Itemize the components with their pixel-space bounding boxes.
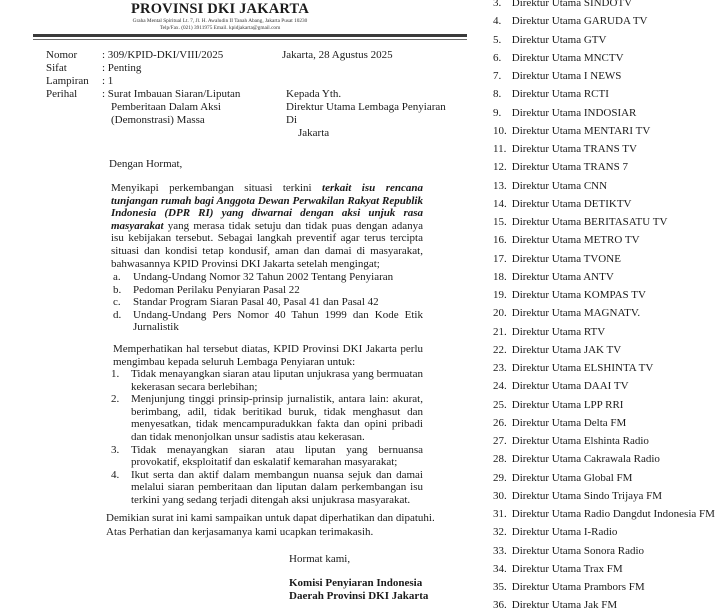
recipient-item bbox=[493, 158, 715, 176]
recipient-number: 24. bbox=[493, 380, 507, 393]
opening-rest: yang merasa tidak setuju dan tidak puas dengan adanya isu kebijakan tersebut. Sebagai langkah preventif agar terus tercipta situasi dan kondisi tetap kondusif, aman dan damai di masyarakat, bahwasannya KPID Provinsi DKI Jakarta setelah mengingat; bbox=[111, 219, 423, 270]
recipient-item bbox=[493, 67, 715, 85]
list-text: Pedoman Perilaku Penyiaran Pasal 22 bbox=[133, 283, 300, 296]
appeals-list bbox=[111, 368, 423, 507]
recipient-name: Direktur Utama Radio Dangdut Indonesia FM bbox=[511, 508, 715, 520]
recipient-name: Direktur Utama Global FM bbox=[511, 471, 633, 484]
addressee-line3: Di bbox=[286, 114, 297, 126]
appeal-intro-paragraph: Memperhatikan hal tersebut diatas, KPID Provinsi DKI Jakarta perlu mengimbau kepada seluruh Lembaga Penyiaran untuk: bbox=[113, 343, 423, 368]
recipient-number: 5. bbox=[493, 33, 502, 46]
recipient-name: Direktur Utama I-Radio bbox=[511, 526, 618, 539]
perihal-value-line3: (Demonstrasi) Massa bbox=[111, 114, 205, 126]
recipient-number: 28. bbox=[493, 453, 507, 466]
recipient-number: 14. bbox=[493, 197, 507, 210]
recipient-item bbox=[493, 0, 715, 12]
letterhead-address: Graha Mental Spiritual Lt. 7, Jl. H. Awaludin II Tanah Abang, Jakarta Pusat 10230 bbox=[132, 18, 308, 24]
opening-intro: Menyikapi perkembangan situasi terkini bbox=[111, 182, 323, 194]
opening-paragraph bbox=[111, 182, 423, 270]
recipient-item bbox=[493, 596, 715, 614]
list-marker: 3. bbox=[111, 443, 120, 456]
recipient-item bbox=[493, 12, 715, 30]
sifat-value: : Penting bbox=[102, 62, 142, 74]
list-text: Ikut serta dan aktif dalam membangun nuansa sejuk dan damai melalui siaran pemberitaan dan liputan dalam perkembangan isu terkini yang sedang terjadi ditengah aksi unjukrasa masyarakat. bbox=[131, 468, 423, 506]
perihal-value-line1: : Surat Imbauan Siaran/Liputan bbox=[102, 88, 241, 100]
perihal-value-line2: Pemberitaan Dalam Aksi bbox=[111, 101, 221, 113]
list-text: Tidak menayangkan siaran atau liputan unjukrasa yang bermuatan kekerasan secara berlebihan; bbox=[131, 368, 423, 393]
recipient-item bbox=[493, 140, 715, 158]
recipient-item bbox=[493, 505, 715, 523]
recipient-item bbox=[493, 85, 715, 103]
recipient-item bbox=[493, 578, 715, 596]
recipient-name: Direktur Utama RTV bbox=[511, 325, 606, 338]
appeal-item bbox=[111, 444, 423, 469]
recipient-number: 20. bbox=[493, 307, 507, 320]
nomor-label: Nomor bbox=[46, 49, 78, 61]
recipient-name: Direktur Utama ANTV bbox=[511, 270, 614, 283]
recipient-item bbox=[493, 542, 715, 560]
list-marker: a. bbox=[113, 271, 121, 283]
recipient-number: 27. bbox=[493, 435, 507, 447]
signature-greeting: Hormat kami, bbox=[289, 553, 351, 565]
list-marker: c. bbox=[113, 296, 121, 309]
recipient-item bbox=[493, 250, 715, 268]
recipient-name: Direktur Utama CNN bbox=[511, 179, 608, 192]
recipient-number: 10. bbox=[493, 124, 507, 137]
recipient-name: Direktur Utama GARUDA TV bbox=[511, 15, 648, 28]
recipient-number: 33. bbox=[493, 544, 507, 557]
recipient-number: 11. bbox=[493, 143, 507, 155]
appeal-item bbox=[111, 393, 423, 443]
list-text: Undang-Undang Nomor 32 Tahun 2002 Tentang Penyiaran bbox=[133, 271, 394, 283]
recipient-number: 13. bbox=[493, 179, 507, 192]
opening-emphasis: terkait isu rencana tunjangan rumah bagi Anggota Dewan Perwakilan Rakyat Republik Indonesia (DPR RI) yang diwarnai dengan aksi unjuk rasa masyarakat bbox=[111, 182, 423, 232]
addressee-line4: Jakarta bbox=[298, 127, 330, 139]
recipient-name: Direktur Utama JAK TV bbox=[511, 343, 622, 356]
recipient-item bbox=[493, 359, 715, 377]
lampiran-value: : 1 bbox=[102, 75, 114, 87]
addressee-line2: Direktur Utama Lembaga Penyiaran bbox=[286, 101, 446, 113]
appeal-item bbox=[111, 368, 423, 393]
letterhead-divider-thin bbox=[33, 39, 440, 40]
recipient-number: 3. bbox=[493, 0, 502, 9]
recipient-number: 16. bbox=[493, 234, 507, 247]
signature-org-line1 bbox=[289, 577, 422, 590]
recipient-number: 12. bbox=[493, 161, 507, 174]
recipient-item bbox=[493, 213, 715, 231]
recipient-number: 36. bbox=[493, 599, 507, 612]
recipient-number: 21. bbox=[493, 325, 507, 338]
recipient-item bbox=[493, 231, 715, 249]
recipient-name: Direktur Utama DAAI TV bbox=[511, 380, 629, 393]
recipient-name: Direktur Utama METRO TV bbox=[511, 234, 640, 247]
lampiran-label: Lampiran bbox=[46, 75, 89, 87]
recipient-item bbox=[493, 268, 715, 286]
recipient-name: Direktur Utama DETIKTV bbox=[511, 197, 632, 210]
recipient-name: Direktur Utama Trax FM bbox=[511, 562, 623, 575]
letterhead-contact: Telp/Fax. (021) 3911975 Email. kpidjakarta@gmail.com bbox=[159, 25, 281, 31]
list-marker: 4. bbox=[111, 468, 120, 481]
recipient-item bbox=[493, 49, 715, 67]
recipient-name: Direktur Utama ELSHINTA TV bbox=[511, 362, 654, 374]
recipient-name: Direktur Utama Sindo Trijaya FM bbox=[511, 489, 663, 502]
recipient-name: Direktur Utama Sonora Radio bbox=[511, 544, 645, 557]
signature-org-region: Daerah Provinsi DKI Jakarta bbox=[289, 590, 429, 602]
recipient-number: 22. bbox=[493, 343, 507, 356]
recipient-item bbox=[493, 341, 715, 359]
recipient-name: Direktur Utama LPP RRI bbox=[511, 398, 624, 411]
letterhead-divider-continuation bbox=[440, 34, 467, 37]
recipient-name: Direktur Utama MNCTV bbox=[511, 51, 624, 64]
recipient-name: Direktur Utama KOMPAS TV bbox=[511, 289, 646, 301]
signature-org-line2 bbox=[289, 590, 428, 603]
recipient-name: Direktur Utama Jak FM bbox=[511, 599, 618, 612]
addressee-line1: Kepada Yth. bbox=[286, 88, 342, 100]
recipient-item bbox=[493, 432, 715, 450]
recipient-number: 4. bbox=[493, 15, 502, 28]
letterhead-divider-thick bbox=[33, 34, 440, 37]
list-marker: b. bbox=[113, 283, 122, 296]
recipient-number: 7. bbox=[493, 70, 502, 82]
recipient-number: 34. bbox=[493, 562, 507, 575]
recipient-name: Direktur Utama Cakrawala Radio bbox=[511, 453, 660, 466]
letterhead-divider-continuation-thin bbox=[440, 39, 467, 40]
recipient-number: 26. bbox=[493, 416, 507, 429]
recipient-name: Direktur Utama I NEWS bbox=[511, 70, 622, 82]
recipient-number: 30. bbox=[493, 489, 507, 502]
recipient-number: 18. bbox=[493, 270, 507, 283]
consideration-item bbox=[113, 296, 423, 309]
recipient-number: 17. bbox=[493, 252, 507, 265]
recipient-name: Direktur Utama RCTI bbox=[511, 88, 609, 101]
recipient-number: 15. bbox=[493, 216, 507, 228]
recipient-item bbox=[493, 450, 715, 468]
recipient-item bbox=[493, 195, 715, 213]
recipient-number: 29. bbox=[493, 471, 507, 484]
signature-org-name: Komisi Penyiaran Indonesia bbox=[289, 577, 423, 589]
recipient-number: 6. bbox=[493, 51, 502, 64]
nomor-value: : 309/KPID-DKI/VIII/2025 bbox=[102, 49, 224, 61]
consideration-item bbox=[113, 284, 423, 297]
consideration-item bbox=[113, 309, 423, 334]
recipient-name: Direktur Utama MENTARI TV bbox=[511, 124, 651, 137]
recipient-item bbox=[493, 414, 715, 432]
recipient-name: Direktur Utama TRANS TV bbox=[511, 143, 637, 155]
place-date: Jakarta, 28 Agustus 2025 bbox=[282, 49, 393, 61]
list-text: Undang-Undang Pers Nomor 40 Tahun 1999 dan Kode Etik Jurnalistik bbox=[133, 308, 423, 334]
list-text: Standar Program Siaran Pasal 40, Pasal 41 dan Pasal 42 bbox=[133, 296, 379, 309]
recipient-item bbox=[493, 104, 715, 122]
recipient-item bbox=[493, 31, 715, 49]
closing-line1: Demikian surat ini kami sampaikan untuk dapat diperhatikan dan dipatuhi. bbox=[106, 512, 435, 524]
recipient-name: Direktur Utama MAGNATV. bbox=[511, 307, 641, 320]
recipient-name: Direktur Utama TRANS 7 bbox=[511, 161, 628, 174]
recipient-number: 35. bbox=[493, 581, 507, 593]
list-marker: d. bbox=[113, 308, 122, 321]
salutation: Dengan Hormat, bbox=[109, 158, 183, 170]
recipient-number: 8. bbox=[493, 88, 502, 101]
recipient-number: 23. bbox=[493, 362, 507, 374]
recipient-number: 25. bbox=[493, 398, 507, 411]
recipient-number: 9. bbox=[493, 106, 502, 119]
recipient-item bbox=[493, 323, 715, 341]
recipient-number: 19. bbox=[493, 289, 507, 301]
considerations-list bbox=[113, 271, 423, 334]
letterhead-title: PROVINSI DKI JAKARTA bbox=[130, 1, 310, 17]
recipient-item bbox=[493, 523, 715, 541]
recipient-name: Direktur Utama INDOSIAR bbox=[511, 106, 637, 119]
appeal-item bbox=[111, 469, 423, 507]
recipient-item bbox=[493, 177, 715, 195]
recipient-name: Direktur Utama Prambors FM bbox=[511, 581, 645, 593]
recipient-item bbox=[493, 122, 715, 140]
recipient-item bbox=[493, 469, 715, 487]
list-marker: 2. bbox=[111, 393, 120, 406]
recipient-name: Direktur Utama TVONE bbox=[511, 252, 621, 265]
recipient-item bbox=[493, 560, 715, 578]
sifat-label: Sifat bbox=[46, 62, 67, 74]
recipient-item bbox=[493, 396, 715, 414]
recipient-name: Direktur Utama BERITASATU TV bbox=[511, 216, 668, 228]
recipient-name: Direktur Utama Elshinta Radio bbox=[511, 435, 649, 447]
recipient-name: Direktur Utama Delta FM bbox=[511, 416, 627, 429]
perihal-label: Perihal bbox=[46, 88, 78, 100]
recipient-number: 32. bbox=[493, 526, 507, 539]
recipient-item bbox=[493, 487, 715, 505]
recipient-item bbox=[493, 304, 715, 322]
recipient-item bbox=[493, 377, 715, 395]
recipient-name: Direktur Utama SINDOTV bbox=[511, 0, 633, 9]
recipients-list bbox=[493, 0, 715, 615]
consideration-item bbox=[113, 271, 423, 284]
list-text: Menjunjung tinggi prinsip-prinsip jurnalistik, antara lain: akurat, berimbang, adil, tidak beritikad buruk, tidak menghasut dan menyesatkan, tidak mencampuradukkan fakta dan opini pribadi dan tidak menonjolkan unsur sadistis atau kekerasan. bbox=[131, 393, 423, 443]
recipient-item bbox=[493, 286, 715, 304]
recipient-number: 31. bbox=[493, 508, 507, 520]
closing-line2: Atas Perhatian dan kerjasamanya kami ucapkan terimakasih. bbox=[106, 526, 374, 538]
recipient-name: Direktur Utama GTV bbox=[511, 33, 607, 46]
list-text: Tidak menayangkan siaran atau liputan yang bernuansa provokatif, eksploitatif dan eskalatif kemarahan masyarakat; bbox=[131, 443, 423, 469]
list-marker: 1. bbox=[111, 368, 120, 380]
